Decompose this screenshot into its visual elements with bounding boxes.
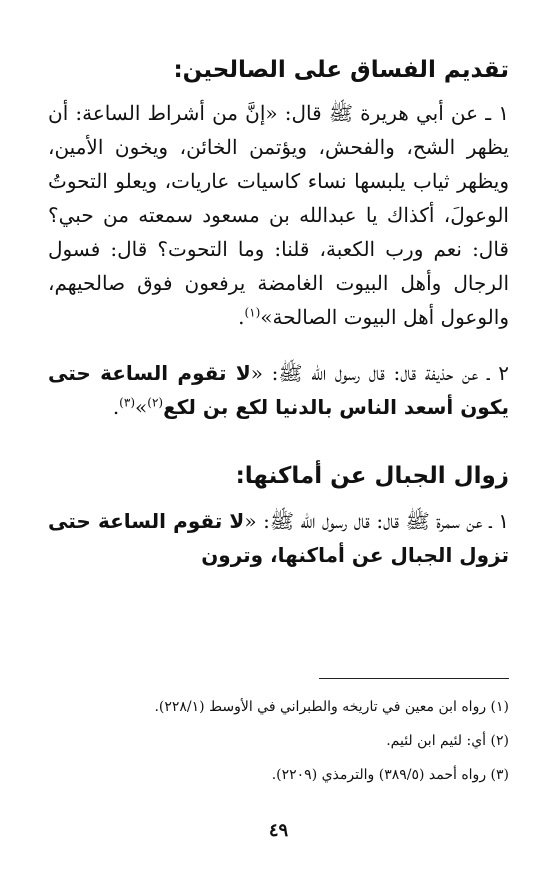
hadith-2-intro: ٢ ـ عن حذيفة قال: قال رسول الله ﷺ: «	[250, 361, 509, 385]
footnotes	[48, 690, 509, 792]
hadith-samura	[48, 504, 509, 572]
footnote-ref-3: (٣)	[119, 395, 135, 410]
page-number: ٤٩	[268, 820, 289, 841]
hadith-2-period: .	[112, 395, 120, 419]
hadith-abu-hurayra	[48, 96, 509, 334]
hadith-2-bold-text: لا تقوم الساعة حتى يكون أسعد الناس بالدنيا لكع بن لكع	[48, 361, 509, 419]
footnote-separator	[319, 678, 509, 679]
footnote-3: (٣) رواه أحمد (٣٨٩/٥) والترمذي (٢٢٠٩).	[271, 767, 509, 783]
hadith-3-bold-text: لا تقوم الساعة حتى تزول الجبال عن أماكنها، وترون	[48, 509, 509, 567]
section-heading-mountains: زوال الجبال عن أماكنها:	[235, 463, 509, 489]
hadith-3-intro: ١ ـ عن سمرة ﷺ قال: قال رسول الله ﷺ: «	[244, 509, 509, 533]
hadith-1-text: ١ ـ عن أبي هريرة ﷺ قال: «إنَّ من أشراط الساعة: أن يظهر الشح، والفحش، ويؤتمن الخائن، ويخون الأمين، ويظهر ثياب يلبسها نساء كاسيات عاريات، ويعلو التحوتُ الوعولَ، أكذاك يا عبدالله بن مسعود سمعته من حبي؟ قال: نعم ورب الكعبة، قلنا: وما التحوت؟ قال: فسول الرجال وأهل البيوت الغامضة يرفعون فوق صالحيهم، والوعول أهل البيوت الصالحة»	[48, 101, 509, 329]
footnote-1: (١) رواه ابن معين في تاريخه والطبراني في الأوسط (٢٢٨/١).	[154, 699, 509, 715]
section-heading-wicked-over-righteous: تقديم الفساق على الصالحين:	[173, 57, 509, 83]
hadith-2-close-quote: »	[135, 395, 148, 419]
footnote-2: (٢) أي: لئيم ابن لئيم.	[386, 733, 509, 749]
footnote-ref-2: (٢)	[147, 395, 164, 410]
hadith-hudhayfa	[48, 356, 509, 424]
footnote-ref-1: (١)	[244, 305, 261, 320]
hadith-1-period: .	[238, 305, 245, 329]
